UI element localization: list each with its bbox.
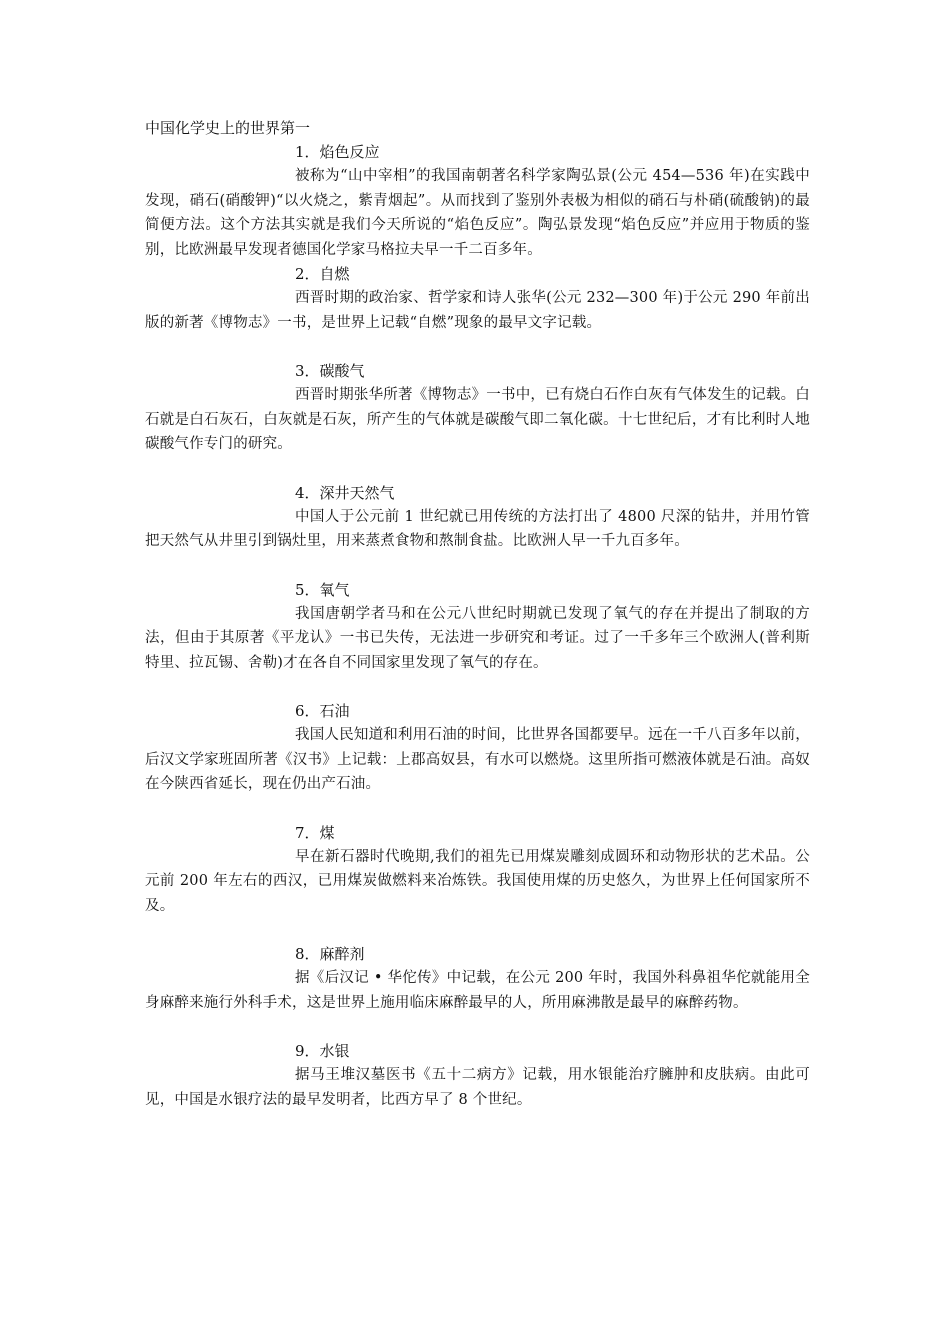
section-body: 我国人民知道和利用石油的时间，比世界各国都要早。远在一千八百多年以前，后汉文学家班固所著《汉书》上记载：上郡高奴县，有水可以燃烧。这里所指可燃液体就是石油。高奴在今陕西省延长，现在仍出产石油。 [145,727,810,792]
spacer [145,335,810,359]
section-petroleum [145,699,810,797]
document-page [145,116,810,1112]
spacer [145,675,810,699]
section-flame-reaction [145,140,810,262]
spacer [145,1015,810,1039]
section-heading: 7．煤 [295,823,335,842]
section-heading: 5．氧气 [295,580,350,599]
section-spontaneous-combustion [145,262,810,335]
spacer [145,554,810,578]
section-body: 我国唐朝学者马和在公元八世纪时期就已发现了氧气的存在并提出了制取的方法，但由于其原著《平龙认》一书已失传，无法进一步研究和考证。过了一千多年三个欧洲人(普利斯特里、拉瓦锡、舍勒)才在各自不同国家里发现了氧气的存在。 [145,605,810,671]
spacer [145,457,810,481]
section-body: 据马王堆汉墓医书《五十二病方》记载，用水银能治疗臃肿和皮肤病。由此可见，中国是水银疗法的最早发明者，比西方早了 8 个世纪。 [145,1067,810,1108]
section-heading: 8．麻醉剂 [295,945,365,963]
section-deep-well-gas [145,481,810,554]
section-carbonic-gas [145,359,810,457]
section-heading: 1．焰色反应 [295,143,380,161]
section-heading: 4．深井天然气 [295,483,395,502]
section-mercury [145,1039,810,1112]
section-heading: 3．碳酸气 [295,362,365,380]
section-coal [145,821,810,919]
section-body: 西晋时期的政治家、哲学家和诗人张华(公元 232—300 年)于公元 290 年前出版的新著《博物志》一书，是世界上记载“自燃”现象的最早文字记载。 [145,290,810,331]
section-heading: 6．石油 [295,702,350,720]
section-body: 中国人于公元前 1 世纪就已用传统的方法打出了 4800 尺深的钻井，并用竹管把天然气从井里引到锅灶里，用来蒸煮食物和熬制食盐。比欧洲人早一千九百多年。 [145,508,810,549]
section-heading: 9．水银 [295,1042,350,1060]
section-heading: 2．自燃 [295,265,350,283]
section-body: 被称为“山中宰相”的我国南朝著名科学家陶弘景(公元 454—536 年)在实践中发现，硝石(硝酸钾)“以火烧之，紫青烟起”。从而找到了鉴别外表极为相似的硝石与朴硝(硫酸钠)的最简便方法。这个方法其实就是我们今天所说的“焰色反应”。陶弘景发现“焰色反应”并应用于物质的鉴别，比欧洲最早发现者德国化学家马格拉夫早一千二百多年。 [145,168,810,258]
spacer [145,797,810,821]
document-title: 中国化学史上的世界第一 [145,119,311,137]
section-body: 早在新石器时代晚期,我们的祖先已用煤炭雕刻成圆环和动物形状的艺术品。公元前 200 年左右的西汉，已用煤炭做燃料来冶炼铁。我国使用煤的历史悠久，为世界上任何国家所不及。 [145,848,810,914]
section-body: 据《后汉记 • 华佗传》中记载，在公元 200 年时，我国外科鼻祖华佗就能用全身麻醉来施行外科手术，这是世界上施用临床麻醉最早的人，所用麻沸散是最早的麻醉药物。 [145,970,810,1011]
section-body: 西晋时期张华所著《博物志》一书中，已有烧白石作白灰有气体发生的记载。白石就是白石灰石，白灰就是石灰，所产生的气体就是碳酸气即二氧化碳。十七世纪后，才有比利时人地碳酸气作专门的研究。 [145,387,810,452]
section-oxygen [145,578,810,676]
section-anesthetic [145,942,810,1015]
spacer [145,918,810,942]
